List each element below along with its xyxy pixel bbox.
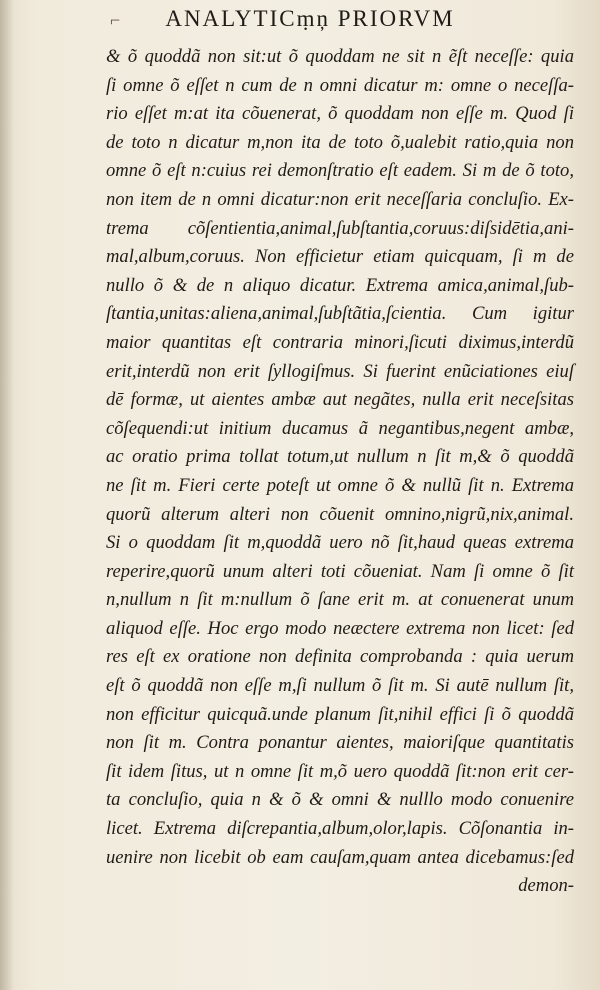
text-line: eſt õ quoddã non eſſe m,ſi nullum õ ſit m. Si autē nullum ſit, bbox=[106, 675, 574, 697]
text-line: quorũ alterum alteri non cõuenit omnino,nigrũ,nix,animal. bbox=[106, 503, 574, 525]
text-line: rio eſſet m:at ita cõuenerat, õ quoddam non eſſe m. Quod ſi bbox=[106, 103, 574, 125]
text-line: dē formæ, ut aientes ambæ aut negãtes, nulla erit neceſsitas bbox=[106, 389, 574, 411]
text-line: nullo õ & de n aliquo dicatur. Extrema amica,animal,ſub- bbox=[106, 274, 574, 296]
text-line: licet. Extrema diſcrepantia,album,olor,lapis. Cõſonantia in- bbox=[106, 818, 574, 840]
text-line: ſi omne õ eſſet n cum de n omni dicatur m: omne o neceſſa- bbox=[106, 74, 574, 96]
text-line: ne ſit m. Fieri certe poteſt ut omne õ & nullũ ſit n. Extrema bbox=[106, 474, 574, 496]
text-line: mal,album,coruus. Non efficietur etiam quicquam, ſi m de bbox=[106, 246, 574, 268]
text-line: maior quantitas eſt contraria minori,ſicuti diximus,interdũ bbox=[106, 331, 574, 353]
text-line: erit,interdũ non erit ſyllogiſmus. Si fuerint enũciationes eiuſ bbox=[106, 360, 574, 382]
text-line: de toto n dicatur m,non ita de toto õ,ualebit ratio,quia non bbox=[106, 131, 574, 153]
text-block bbox=[106, 43, 574, 901]
text-line: n,nullum n ſit m:nullum õ ſane erit m. at conuenerat unum bbox=[106, 589, 574, 611]
text-line: ſtantia,unitas:aliena,animal,ſubſtãtia,ſcientia. Cum igitur bbox=[106, 303, 574, 325]
text-line: uenire non licebit ob eam cauſam,quam antea dicebamus:ſed bbox=[106, 846, 574, 868]
gutter-shadow bbox=[0, 0, 14, 990]
text-line: ac oratio prima tollat totum,ut nullum n ſit m,& õ quoddã bbox=[106, 446, 574, 468]
header-mark: ⌐ bbox=[110, 10, 121, 30]
text-line: reperire,quorũ unum alteri toti cõueniat. Nam ſi omne õ ſit bbox=[106, 560, 574, 582]
text-line: omne õ eſt n:cuius rei demonſtratio eſt eadem. Si m de õ toto, bbox=[106, 160, 574, 182]
text-line: non item de n omni dicatur:non erit neceſſaria concluſio. Ex- bbox=[106, 188, 574, 210]
text-line: aliquod eſſe. Hoc ergo modo neæctere extrema non licet: ſed bbox=[106, 617, 574, 639]
text-line: & õ quoddã non sit:ut õ quoddam ne sit n ẽſt neceſſe: quia bbox=[106, 46, 574, 67]
text-line: trema cõſentientia,animal,ſubſtantia,coruus:diſsidētia,ani- bbox=[106, 217, 574, 239]
text-line: cõſequendi:ut initium ducamus ã negantibus,negent ambæ, bbox=[106, 417, 574, 439]
text-line: non efficitur quicquã.unde planum ſit,nihil effici ſi õ quoddã bbox=[106, 703, 574, 725]
running-header: ANALYTICṃņ PRIORVM bbox=[165, 6, 455, 31]
catchword: demon- bbox=[518, 875, 574, 897]
text-line: res eſt ex oratione non definita comprobanda : quia uerum bbox=[106, 646, 574, 668]
text-line: ſit idem ſitus, ut n omne ſit m,õ uero quoddã ſit:non erit cer- bbox=[106, 760, 574, 782]
text-line: non ſit m. Contra ponantur aientes, maioriſque quantitatis bbox=[106, 732, 574, 754]
text-line: ta concluſio, quia n & õ & omni & nulllo modo conuenire bbox=[106, 789, 574, 811]
text-line: Si o quoddam ſit m,quoddã uero nõ ſit,haud queas extrema bbox=[106, 532, 574, 554]
